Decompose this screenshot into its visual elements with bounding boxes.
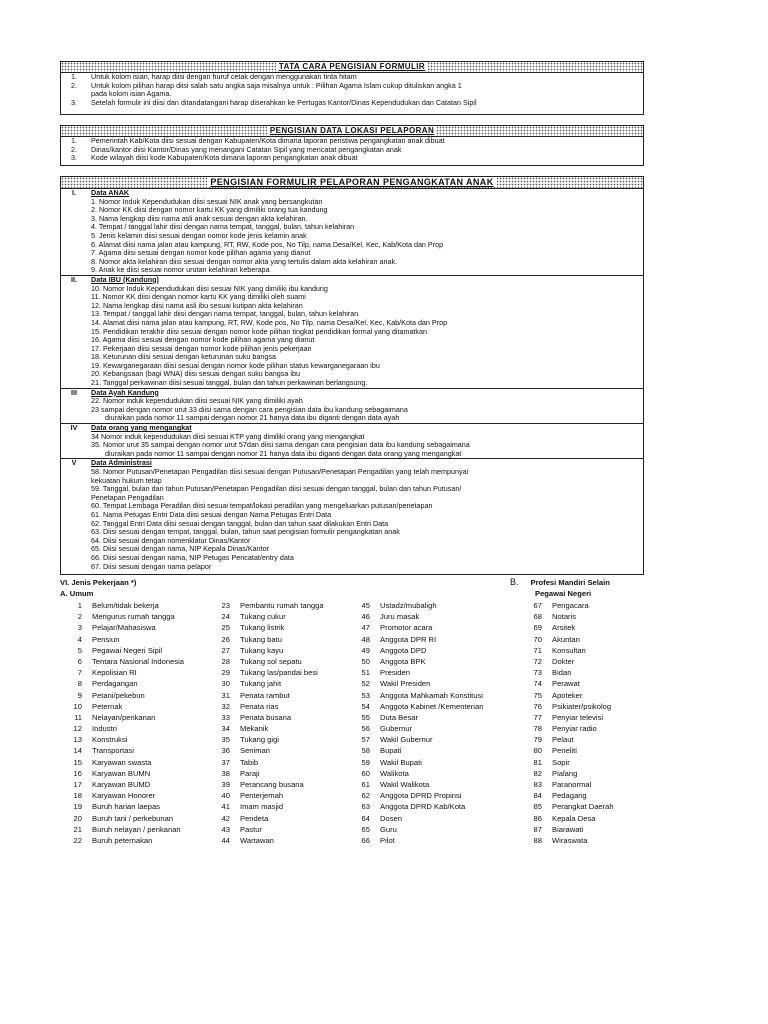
job-name: Wakil Gubernur [380,735,433,745]
item-number: 3. [71,153,77,163]
job-name: Anggota DPRD Propinsi [380,791,462,801]
job-code: 54 [361,701,370,711]
job-name: Akuntan [552,634,580,644]
job-name: Perancang busana [240,780,304,789]
section-heading [61,459,643,468]
section-item: 15. Pendidikan terakhir diisi sesuai dengan nomor kode pilihan tingkat pendidikan formal yang ditamatkan [91,326,428,336]
job-name: Tukang jahit [240,679,282,689]
job-code: 61 [361,780,370,789]
formulir-sections [61,189,643,571]
job-code: 57 [361,735,370,745]
section-item: 14. Alamat diisi nama jalan atau kampung, RT, RW, Kode pos, No Tilp, nama Desa/Kel, Kec, Kab/Kota dan Prop [91,317,448,327]
job-name: Peneliti [552,746,577,756]
job-code: 69 [533,623,542,633]
job-name: Pelajar/Mahasiswa [92,623,156,633]
section-item: 20. Kebangsaan (bagi WNA) diisi sesuai dengan suku bangsa ibu [91,369,300,379]
job-code: 86 [533,813,542,823]
job-code: 25 [221,623,230,633]
job-code: 45 [361,601,370,610]
job-code: 14 [73,746,82,756]
job-name: Wakil Bupati [380,757,422,767]
job-name: Pedagang [552,791,587,801]
form-section [61,458,643,571]
umum-title: A. Umum [60,589,94,598]
section-item: 13. Tempat / tanggal lahir diisi dengan nama tempat, tanggal, bulan, tahun kelahiran [91,309,359,319]
job-code: 31 [221,690,230,700]
item-text: Kode wilayah diisi kode Kabupaten/Kota dimana laporan pengangkatan anak dibuat [91,153,358,163]
job-code: 37 [221,757,230,767]
job-name: Gubernur [380,724,413,734]
job-code: 48 [361,634,370,644]
job-name: Karyawan BUMN [92,768,151,778]
job-code: 70 [533,634,542,644]
job-name: Penata rambut [240,690,290,700]
job-name: Tabib [240,757,259,767]
job-name: Tukang listrik [240,623,285,633]
job-code: 20 [73,813,82,823]
job-name: Pastur [240,824,262,834]
profesi-title: Profesi Mandiri Selain [530,578,610,587]
section-item: 1. Nomor Induk Kependudukan diisi sesuai NIK anak yang bersangkutan [91,196,323,206]
instruction-item [61,99,643,108]
job-name: Konstruksi [92,735,128,745]
job-name: Penterjemah [240,791,284,801]
job-code: 32 [221,701,230,711]
job-name: Anggota BPK [380,656,426,666]
job-code: 2 [77,612,82,622]
item-text: pada kolom isian Agama. [91,89,172,99]
job-code: 34 [221,724,230,734]
section-item: 62. Tanggal Entri Data diisi sesuai dengan tanggal, bulan dan tahun saat dilakukan Entri Data [91,518,389,528]
job-name: Presiden [380,668,410,678]
job-name: Mengurus rumah tangga [92,612,175,622]
section-number: IV [70,423,78,433]
job-name: Kepala Desa [552,813,596,823]
job-code: 23 [221,601,230,610]
section-item: 21. Tanggal perkawinan diisi sesuai tanggal, bulan dan tahun perkawinan berlangsung. [91,378,368,388]
section-item: 5. Jenis kelamin diisi sesuai dengan nomor kode jenis kelamin anak [91,230,307,240]
section-title: Data ANAK [91,188,130,197]
form-section [61,423,643,458]
job-code: 87 [533,824,542,834]
job-code: 81 [533,757,542,767]
job-name: Bidan [552,668,572,678]
job-name: Pegawai Negeri Sipil [92,645,163,655]
section-item: 58. Nomor Putusan/Penetapan Pengadilan diisi sesuai dengan Putusan/Penetapan Pengadilan yang telah mempunyai [91,467,469,476]
job-code: 17 [73,780,82,789]
section-item: 6. Alamat diisi nama jalan atau kampung, RT, RW, Kode pos, No Tilp, nama Desa/Kel, Kec, Kab/Kota dan Prop [91,239,444,249]
job-name: Dokter [552,656,575,666]
job-name: Paranormal [552,780,592,789]
job-code: 10 [73,701,82,711]
job-code: 49 [361,645,370,655]
section-title: Data Administrasi [91,458,152,468]
section-item: 11. Nomor KK diisi dengan nomor kartu KK yang dimiliki oleh suami [91,292,306,302]
job-name: Imam masjid [240,802,284,812]
job-name: Guru [380,824,397,834]
job-code: 40 [221,791,230,801]
job-code: 30 [221,679,230,689]
job-code: 82 [533,768,542,778]
section-title: Data Ayah Kandung [91,387,159,397]
section-item: 19. Kewarganegaraan diisi sesuai dengan nomor kode pilihan status kewarganegaraan ibu [91,360,380,370]
section-item: 17. Pekerjaan diisi sesuai dengan nomor kode pilihan jenis pekerjaan [91,343,312,353]
section-item: 67. Diisi sesuai dengan nama pelapor [91,561,212,571]
section-item: 2. Nomor KK diisi dengan nomor kartu KK yang dimiliki orang tua kandung [91,205,328,215]
job-code: 68 [533,612,542,622]
lokasi-box [60,125,644,166]
job-code: 26 [221,634,230,644]
job-code: 51 [361,668,370,678]
job-name: Peternak [92,701,123,711]
section-item: 60. Tempat Lembaga Peradilan diisi sesuai tempat/lokasi peradilan yang mengeluarkan putusan/penetapan [91,501,433,511]
job-name: Promotor acara [380,623,433,633]
tata-cara-box [60,61,644,115]
job-name: Tukang las/pandai besi [240,668,318,678]
job-name: Anggota Mahkamah Konstitusi [380,690,483,700]
job-name: Penyiar televisi [552,712,604,722]
job-name: Buruh tani / perkebunan [92,813,174,823]
section-item: 10. Nomor Induk Kependudukan diisi sesuai NIK yang dimiliki ibu kandung [91,283,328,293]
job-code: 5 [77,645,82,655]
job-code: 56 [361,724,370,734]
section-item: 64. Diisi sesuai dengan nomenklatur Dinas/Kantor [91,535,251,545]
job-name: Pengacara [552,601,589,610]
section-item: 22. Nomor induk kependudukan diisi sesuai NIK yang dimiliki ayah [91,396,303,406]
job-code: 11 [74,712,82,722]
item-number: 2. [71,80,77,90]
item-text: Pemerintah Kab/Kota diisi sesuai dengan Kabupaten/Kota dimana laporan peristiwa pengangkatan anak dibuat [91,136,445,145]
job-name: Psikiater/psikolog [552,701,612,711]
job-name: Belum/tidak bekerja [92,601,159,610]
profesi-letter: B. [510,577,519,587]
section-heading [61,189,643,198]
job-code: 71 [533,645,542,655]
job-name: Pelaut [552,735,574,745]
job-name: Anggota DPRD Kab/Kota [380,802,466,812]
job-code: 43 [221,824,230,834]
job-name: Perawat [552,679,580,689]
job-name: Karyawan BUMD [92,780,151,789]
job-name: Tukang cukur [240,612,286,622]
job-name: Tukang kayu [240,645,284,655]
job-code: 72 [533,656,542,666]
job-name: Industri [92,724,117,734]
tata-cara-title: TATA CARA PENGISIAN FORMULIR [276,62,428,71]
job-name: Perangkat Daerah [552,802,614,812]
job-code: 74 [533,679,542,689]
job-code: 6 [77,656,82,666]
job-name: Karyawan swasta [92,757,152,767]
job-name: Penyiar radio [552,724,597,734]
job-name: Wiraswata [552,835,588,845]
job-code: 9 [77,690,82,700]
job-name: Penata rias [240,701,279,711]
job-code: 79 [533,735,542,745]
profesi-header [510,577,610,588]
item-number: 1. [71,136,77,145]
section-item: 4. Tempat / tanggal lahir diisi dengan nama tempat, tanggal, bulan, tahun kelahiran [91,222,355,232]
job-name: Apoteker [552,690,583,700]
job-name: Buruh peternakan [92,835,153,845]
job-code: 80 [533,746,542,756]
job-code: 41 [221,802,230,812]
form-section [61,189,643,275]
job-name: Anggota DPD [380,645,427,655]
lokasi-item [61,154,643,163]
item-number: 1. [71,72,77,81]
job-code: 67 [533,601,542,610]
item-text: Dinas/kantor diisi Kantor/Dinas yang menangani Catatan Sipil yang mencatat pengangkatan anak [91,144,402,154]
job-code: 33 [221,712,230,722]
job-name: Pilot [380,835,395,845]
job-code: 53 [361,690,370,700]
section-title: Data IBU (Kandung) [91,274,159,284]
form-section [61,275,643,388]
job-code: 83 [533,780,542,789]
section-number: II. [71,274,77,284]
job-name: Transportasi [92,746,134,756]
job-name: Pensiun [92,634,120,644]
job-code: 84 [533,791,542,801]
job-name: Penata busana [240,712,292,722]
job-code: 4 [77,634,82,644]
job-name: Tukang gigi [240,735,279,745]
job-code: 64 [361,813,370,823]
section-heading [61,389,643,398]
job-name: Anggota DPR RI [380,634,437,644]
job-code: 24 [221,612,230,622]
job-name: Notaris [552,612,577,622]
section-item: 23 sampai dengan nomor urut 33 diisi sama dengan cara pengisian data ibu kandung sebagaimana [91,404,408,414]
job-name: Pendeta [240,813,269,823]
job-name: Arsitek [552,623,576,633]
item-text: Untuk kolom pilihan harap diisi salah satu angka saja misalnya untuk : Pilihan Agama Islam cukup dituliskan angka 1 [91,80,462,90]
job-name: Wakil Walikota [380,780,430,789]
job-name: Tukang batu [240,634,282,644]
section-item: 35. Nomor urut 35 sampai dengan nomor urut 57dan diisi sama dengan cara pengisian data ibu kandung sebagaimana [91,440,470,450]
job-name: Wartawan [240,835,274,845]
job-name: Anggota Kabinet /Kementerian [380,701,484,711]
job-code: 18 [73,791,82,801]
job-code: 21 [73,824,82,834]
job-code: 52 [361,679,370,689]
tata-cara-list [61,73,643,107]
item-text: Untuk kolom isian, harap diisi dengan huruf cetak dengan menggunakan tinta hitam [91,72,357,81]
job-code: 44 [221,835,230,845]
section-item: 65. Diisi sesuai dengan nama, NIP Kepala Dinas/Kantor [91,544,270,554]
section-item: 59. Tanggal, bulan dan tahun Putusan/Penetapan Pengadilan diisi sesuai dengan tanggal, bulan dan tahun Putusan/ [91,484,462,494]
job-name: Wakil Presiden [380,679,431,689]
job-code: 12 [73,724,82,734]
section-number: V [71,458,77,468]
job-name: Petani/pekebun [92,690,145,700]
job-code: 35 [221,735,230,745]
profesi-title-2: Pegawai Negeri [535,589,592,598]
job-name: Dosen [380,813,402,823]
section-item: 9. Anak ke diisi sesuai nomor urutan kelahiran keberapa [91,265,270,275]
section-item-continued: diuraikan pada nomor 11 sampai dengan nomor 21 hanya data ibu diganti dengan data orang yang mengangkat [105,448,462,458]
section-item: 12. Nama lengkap diisi nama asli ibu sesuai kutipan akta kelahiran [91,300,303,310]
job-code: 88 [533,835,542,845]
job-code: 75 [533,690,542,700]
job-name: Bupati [380,746,402,756]
job-name: Sopir [552,757,570,767]
job-code: 22 [73,835,82,845]
job-code: 27 [221,645,230,655]
lokasi-title: PENGISIAN DATA LOKASI PELAPORAN [267,126,437,135]
job-name: Biarawati [552,824,584,834]
job-code: 36 [221,746,230,756]
job-name: Duta Besar [380,712,418,722]
section-item: 34 Nomor induk kependudukan diisi sesuai KTP yang dimiliki orang yang mengangkat [91,431,365,441]
job-code: 13 [73,735,82,745]
job-code: 65 [361,824,370,834]
job-name: Ustadz/mubaligh [380,601,437,610]
job-name: Kepolisian RI [92,668,137,678]
job-code: 15 [73,757,82,767]
job-code: 55 [361,712,370,722]
formulir-box [60,176,644,575]
section-number: I. [72,188,76,197]
section-title: Data orang yang mengangkat [91,423,192,433]
section-item: 7. Agama diisi sesuai dengan nomor kode pilihan agama yang dianut [91,248,311,258]
item-text: Setelah formulir ini diisi dan ditandatangani harap diserahkan ke Pertugas Kantor/Dinas Kependudukan dan Catatan Sipil [91,97,477,107]
job-name: Paraji [240,768,260,778]
job-code: 19 [73,802,82,812]
job-code: 3 [77,623,82,633]
job-code: 62 [361,791,370,801]
job-name: Pialang [552,768,578,778]
section-item: 16. Agama diisi sesuai dengan nomor kode pilihan agama yang dianut [91,335,315,345]
section-item: 18. Keturunan diisi sesuai dengan keturunan suku bangsa [91,352,277,362]
lokasi-list [61,137,643,163]
job-name: Seniman [240,746,270,756]
job-code: 85 [533,802,542,812]
job-name: Perdagangan [92,679,138,689]
job-name: Juru masak [380,612,420,622]
job-name: Walikota [380,768,409,778]
job-code: 16 [73,768,82,778]
job-code: 1 [77,601,82,610]
section-item: 66. Diisi sesuai dengan nama, NIP Petugas Pencatat/entry data [91,552,294,562]
job-name: Tukang sol sepatu [240,656,302,666]
job-code: 50 [361,656,370,666]
job-code: 39 [221,780,230,789]
job-code: 66 [361,835,370,845]
job-name: Pembantu rumah tangga [240,601,324,610]
item-number: 2. [71,144,77,154]
job-code: 78 [533,724,542,734]
job-name: Karyawan Honorer [92,791,156,801]
job-name: Buruh nelayan / perikanan [92,824,181,834]
job-name: Buruh harian laepas [92,802,160,812]
job-code: 73 [533,668,542,678]
section-item: 63. Diisi sesuai dengan tempat, tanggal, bulan, tahun saat pengisian formulir pengangkatan anak [91,527,400,537]
job-name: Nelayan/perikanan [92,712,156,722]
formulir-title: PENGISIAN FORMULIR PELAPORAN PENGANGKATAN ANAK [207,177,496,187]
section-item: kekuatan hukum tetap [91,475,162,485]
section-item: 3. Nama lengkap diisi nama asli anak sesuai dengan akta kelahiran. [91,213,308,223]
section-heading [61,276,643,285]
section-item: Penetapan Pengadilan [91,492,164,502]
job-code: 76 [533,701,542,711]
job-code: 59 [361,757,370,767]
job-code: 46 [361,612,370,622]
job-code: 8 [77,679,82,689]
job-name: Konsultan [552,645,586,655]
job-name: Mekanik [240,724,269,734]
section-item: 8. Nomor akta kelahiran diisi sesuai dengan nomor akta yang tertulis dalam akta kelahiran anak. [91,256,398,266]
section-item: 61. Nama Petugas Entri Data diisi sesuai dengan Nama Petugas Entri Data [91,509,332,519]
job-code: 47 [361,623,370,633]
pekerjaan-title: VI. Jenis Pekerjaan *) [60,578,137,587]
job-code: 38 [221,768,230,778]
job-code: 60 [361,768,370,778]
job-code: 77 [533,712,542,722]
job-code: 7 [77,668,82,678]
section-heading [61,424,643,433]
form-section [61,388,643,423]
job-code: 28 [221,656,230,666]
formulir-header [61,177,643,189]
job-code: 29 [221,668,230,678]
section-number: III [71,387,77,397]
job-code: 42 [221,813,230,823]
job-code: 58 [361,746,370,756]
item-number: 3. [71,97,77,107]
section-item-continued: diuraikan pada nomor 11 sampai dengan nomor 21 hanya data ibu diganti dengan data ayah [105,413,400,423]
job-code: 63 [361,802,370,812]
job-name: Tentara Nasional Indonesia [92,656,185,666]
